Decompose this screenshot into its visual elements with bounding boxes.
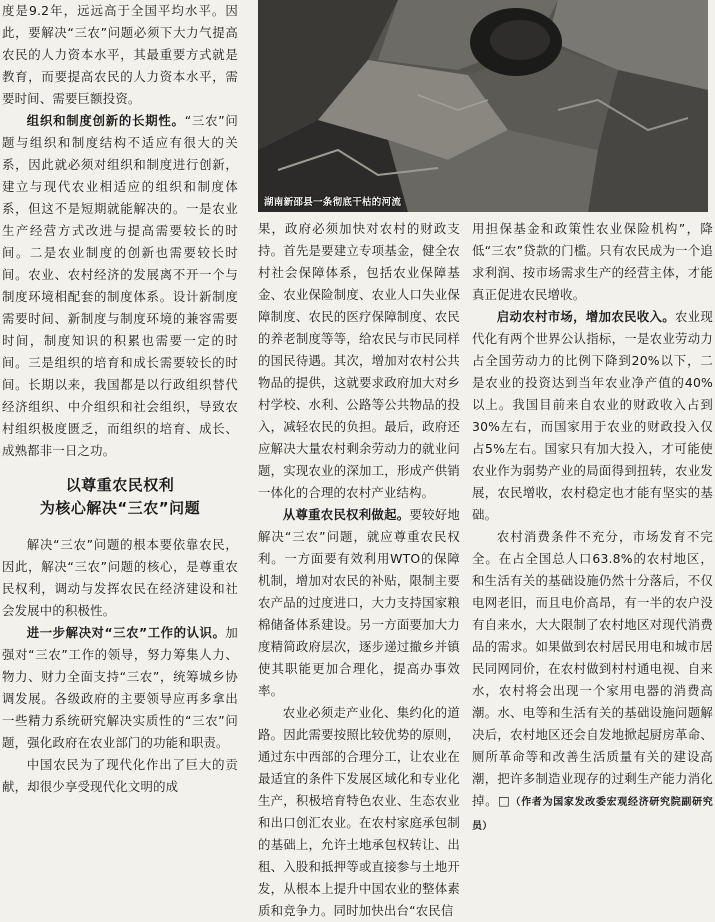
paragraph-lead: 组织和制度创新的长期性。 xyxy=(26,113,185,128)
paragraph: 解决“三农”问题的根本要依靠农民，因此，解决“三农”问题的核心，是尊重农民权利，调动与发挥农民在经济建设和社会发展中的积极性。 xyxy=(2,537,238,618)
paragraph-lead: 启动农村市场，增加农民收入。 xyxy=(496,309,675,324)
section-heading-line: 以尊重农民权利 xyxy=(65,476,175,494)
paragraph xyxy=(472,526,713,838)
paragraph: 农业必须走产业化、集约化的道路。因此需要按照比较优势的原则，通过东中西部的合理分工，让农业在最适宜的条件下发展区域化和专业化生产，积极培育特色农业、生态农业和出口创汇农业。在农村家庭承包制的基础上，允许土地承包权转让、出租、入股和抵押等或直接参与土地开发，从根本上提升中国农业的整体素质和竞争力。同时加快出台“农民信 xyxy=(258,705,460,918)
paragraph-lead: 进一步解决对“三农”工作的认识。 xyxy=(26,625,226,640)
paragraph-body: “三农”问题与组织和制度结构不适应有很大的关系，因此就必须对组织和制度进行创新，建立与现代农业相适应的组织和制度体系，但这不是短期就能解决的。一是农业生产经营方式改进与提高需要较长的时间。二是农业制度的创新也需要较长时间。农业、农村经济的发展离不开一个与制度环境相配套的制度体系。设计新制度需要时间、新制度与制度环境的兼容需要时间，制度知识的积累也需要一定的时间。三是组织的培育和成长需要较长的时间。长期以来，我国都是以行政组织替代经济组织、中介组织和社会组织，导致农村组织极度匮乏，而组织的培育、成长、成熟都非一日之功。 xyxy=(2,113,239,458)
river-photo xyxy=(258,0,708,212)
paragraph-body: 农村消费条件不充分，市场发育不完全。在占全国总人口63.8%的农村地区，和生活有关的基础设施仍然十分落后，不仅电网老旧，而且电价高昂，有一半的农户没有自来水，大大限制了农村地区对现代消费品的需求。如果做到农村居民用电和城市居民同网同价，在农村做到村村通电视、自来水，农村将会出现一个家用电器的消费高潮。水、电等和生活有关的基础设施问题解决后，农村地区还会自发地掀起厨房革命、厕所革命等和改善生活质量有关的建设高潮，把许多制造业现存的过剩生产能力消化掉。□ xyxy=(472,529,713,808)
paragraph: 中国农民为了现代化作出了巨大的贡献，却很少享受现代化文明的成 xyxy=(2,757,238,794)
section-heading xyxy=(2,474,238,520)
paragraph-body: 加强对“三农”工作的领导，努力筹集人力、物力、财力全面支持“三农”，统筹城乡协调发展。各级政府的主要领导应再多拿出一些精力系统研究解决实质性的“三农”问题，强化政府在农业部门的功能和职责。 xyxy=(2,625,238,750)
paragraph xyxy=(472,306,713,526)
article-column-3 xyxy=(472,218,713,838)
paragraph-body: 要较好地解决“三农”问题，就应尊重农民权利。一方面要有效利用WTO的保障机制，增加对农民的补贴，限制主要农产品的过度进口，大力支持国家粮棉储备体系建设。另一方面要加大力度精简政府层次，逐步递过撤乡并镇使其职能更加合理化，提高办事效率。 xyxy=(258,507,460,698)
dry-riverbed-image xyxy=(258,0,708,212)
section-heading-line: 为核心解决“三农”问题 xyxy=(39,499,201,517)
paragraph-body: 农业现代化有两个世界公认指标，一是农业劳动力占全国劳动力的比例下降到20%以下，二是农业的投资达到当年农业净产值的40%以上。我国目前来自农业的财政收入占到30%左右，而国家用于农业的财政投入仅占5%左右。国家只有加大投入，才可能使农业作为弱势产业的局面得到扭转，农业发展，农民增收，农村稳定也才能有坚实的基础。 xyxy=(472,309,713,522)
paragraph: 用担保基金和政策性农业保险机构”，降低“三农”贷款的门槛。只有农民成为一个追求利润、按市场需求生产的经营主体，才能真正促进农民增收。 xyxy=(472,221,713,302)
paragraph: 果，政府必须加快对农村的财政支持。首先是要建立专项基金，健全农村社会保障体系，包括农业保障基金、农业保险制度、农业人口失业保障制度、农民的医疗保障制度、农民的养老制度等等，给农民与市民同样的国民待遇。其次，增加对农村公共物品的提供，这就要求政府加大对乡村学校、水利、公路等公共物品的投入，减轻农民的负担。最后，政府还应解决大量农村剩余劳动力的就业问题，实现农业的深加工，形成产供销一体化的合理的农村产业结构。 xyxy=(258,221,460,500)
author-credit: （作者为国家发改委宏观经济研究院副研究员） xyxy=(472,797,713,832)
photo-caption: 湖南新邵县一条彻底干枯的河流 xyxy=(264,197,402,208)
paragraph xyxy=(258,504,460,702)
paragraph xyxy=(2,110,238,462)
paragraph xyxy=(2,622,238,754)
paragraph: 度是9.2年，远远高于全国平均水平。因此，要解决“三农”问题必须下大力气提高农民的人力资本水平，其最重要方式就是教育，而要提高农民的人力资本水平，需要时间、需要巨额投资。 xyxy=(2,3,238,106)
article-column-1 xyxy=(2,0,238,798)
paragraph-lead: 从尊重农民权利做起。 xyxy=(282,507,410,522)
article-column-2 xyxy=(258,218,460,922)
